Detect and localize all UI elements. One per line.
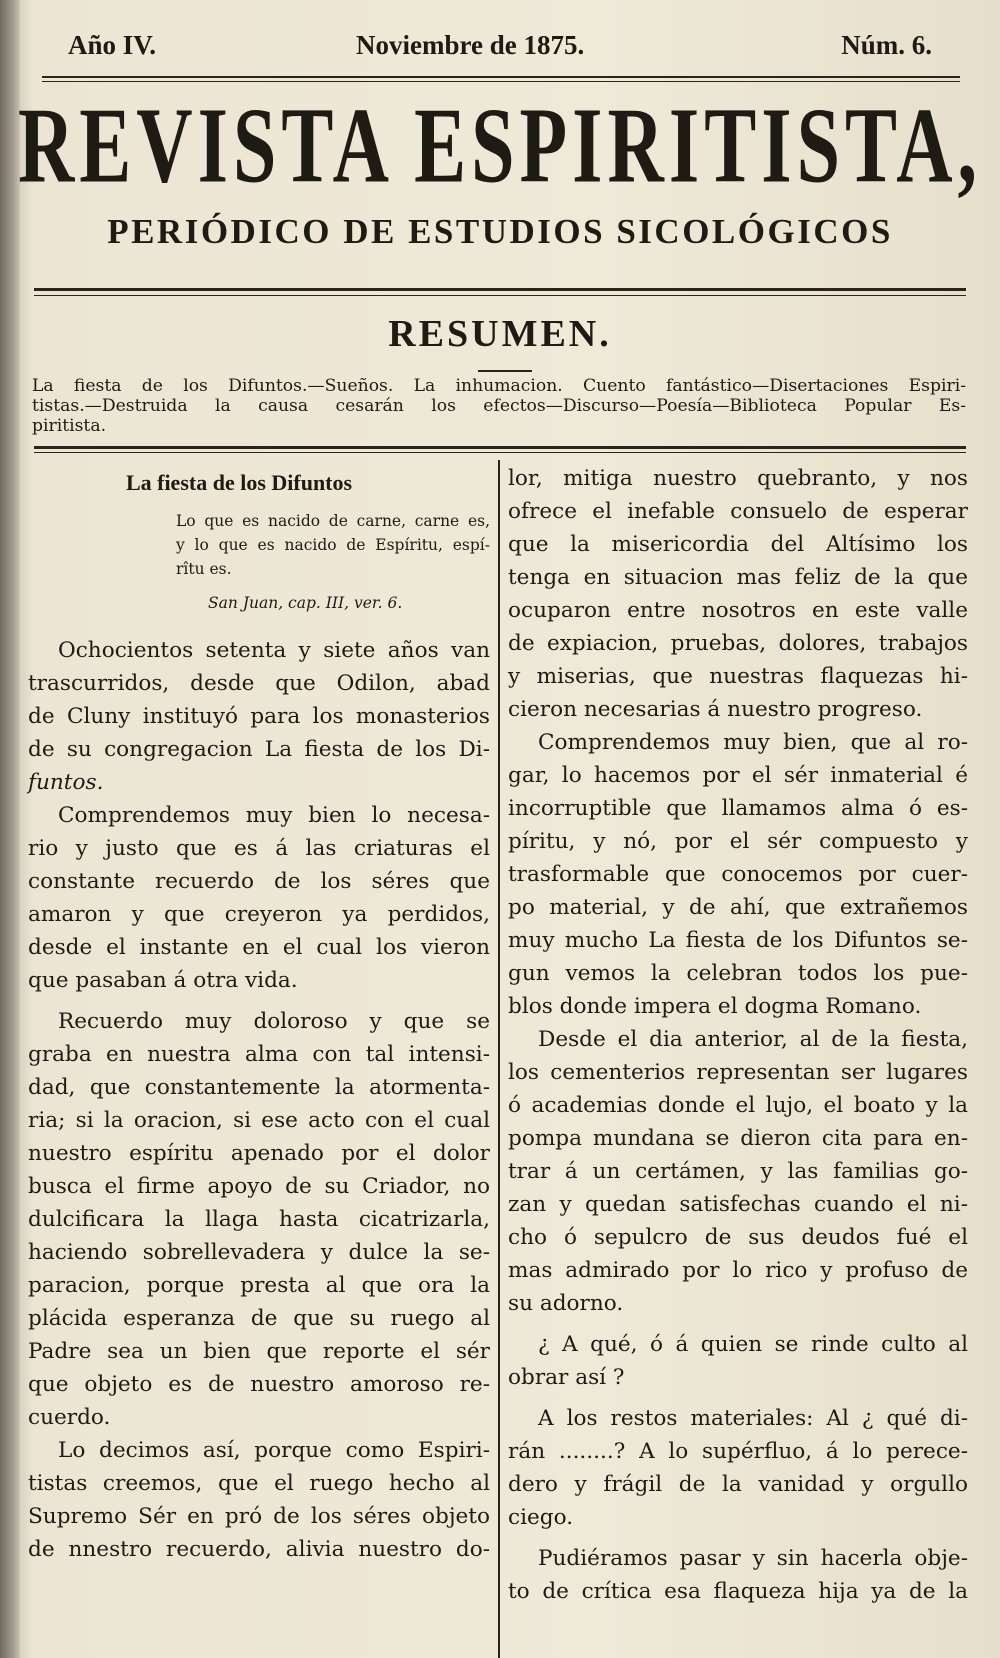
issue-year: Año IV. xyxy=(68,30,157,60)
paragraph: ¿ A qué, ó á quien se rinde culto al obrar así ? xyxy=(508,1332,968,1390)
issue-header xyxy=(66,30,960,70)
article-right-column xyxy=(508,462,968,1608)
header-rule-top xyxy=(42,76,960,78)
masthead-rule-2 xyxy=(34,295,966,296)
masthead-subtitle: PERIÓDICO DE ESTUDIOS SICOLÓGICOS xyxy=(107,212,893,251)
paragraph: A los restos materiales: Al ¿ qué di- rán ........? A lo supérfluo, á lo perece- dero y frágil de la vanidad y orgullo ciego. xyxy=(508,1406,968,1530)
resumen-line: tistas.—Destruida la causa cesarán los efectos—Discurso—Poesía—Biblioteca Popular Es- xyxy=(32,396,966,416)
column-divider xyxy=(498,460,500,1658)
article-title: La fiesta de los Difuntos xyxy=(125,470,353,495)
resumen-line: piritista. xyxy=(32,416,107,436)
paragraph: Lo decimos así, porque como Espiri- tistas creemos, que el ruego hecho al Supremo Sér en pró de los séres objeto de nnestro recuerdo, alivia nuestro do- xyxy=(28,1438,490,1562)
paragraph: Comprendemos muy bien lo necesa- rio y justo que es á las criaturas el constante recuerdo de los séres que amaron y que creyeron ya perdidos, desde el instante en el cual los vieron que pasaban á otra vida. xyxy=(28,803,490,993)
epigraph-source: San Juan, cap. III, ver. 6. xyxy=(208,594,403,612)
article-epigraph: Lo que es nacido de carne, carne es, y lo que es nacido de Espíritu, espí- rîtu es. xyxy=(176,512,490,578)
resumen-rule-1 xyxy=(34,446,966,449)
masthead-title: REVISTA ESPIRITISTA, xyxy=(17,85,983,206)
paragraph: Recuerdo muy doloroso y que se graba en nuestra alma con tal intensi- dad, que constantemente la atormenta- ria; si la oracion, si ese acto con el cual nuestro espíritu apenado por el dolor busca el firme apoyo de su Criador, no dulcificara la llaga hasta cicatrizarla, haciendo sobrellevadera y dulce la se- paracion, porque presta al que ora la plácida esperanza de que su ruego al Padre sea un bien que reporte el sér que objeto es de nuestro amoroso re- cuerdo. xyxy=(28,1009,490,1430)
paragraph: lor, mitiga nuestro quebranto, y nos ofrece el inefable consuelo de esperar que la misericordia del Altísimo los tenga en situacion mas feliz de la que ocuparon entre nosotros en este valle de expiacion, pruebas, dolores, trabajos y miserias, que nuestras flaquezas hi- cieron necesarias á nuestro progreso. xyxy=(508,466,968,722)
resumen-heading: RESUMEN. xyxy=(388,313,612,355)
issue-date: Noviembre de 1875. xyxy=(356,30,585,60)
paragraph: Comprendemos muy bien, que al ro- gar, lo hacemos por el sér inmaterial é incorruptible que llamamos alma ó es- píritu, y nó, por el sér compuesto y trasformable que conocemos por cuer- po material, y de ahí, que extrañemos muy mucho La fiesta de los Difuntos se- gun vemos la celebran todos los pue- blos donde impera el dogma Romano. xyxy=(508,730,968,1019)
paragraph: Ochocientos setenta y siete años van trascurridos, desde que Odilon, abad de Cluny instituyó para los monasterios de su congregacion La fiesta de los Di- funtos. xyxy=(28,638,490,795)
resumen-text xyxy=(32,376,966,436)
resumen-line: La fiesta de los Difuntos.—Sueños. La inhumacion. Cuento fantástico—Disertaciones Espiri- xyxy=(32,376,966,396)
issue-number: Núm. 6. xyxy=(841,30,932,60)
resumen-short-rule xyxy=(478,370,532,372)
header-rule-bottom xyxy=(42,81,960,82)
article-left-column xyxy=(28,462,490,1566)
masthead-rule-1 xyxy=(34,288,966,291)
paragraph: Pudiéramos pasar y sin hacerla obje- to de crítica esa flaqueza hija ya de la xyxy=(508,1546,968,1604)
resumen-rule-2 xyxy=(34,452,966,453)
paragraph: Desde el dia anterior, al de la fiesta, los cementerios representan ser lugares ó academias donde el lujo, el boato y la pompa mundana se dieron cita para en- trar á un certámen, y las familias go- zan y quedan satisfechas cuando el ni- cho ó sepulcro de sus deudos fué el mas admirado por lo rico y profuso de su adorno. xyxy=(508,1027,968,1316)
